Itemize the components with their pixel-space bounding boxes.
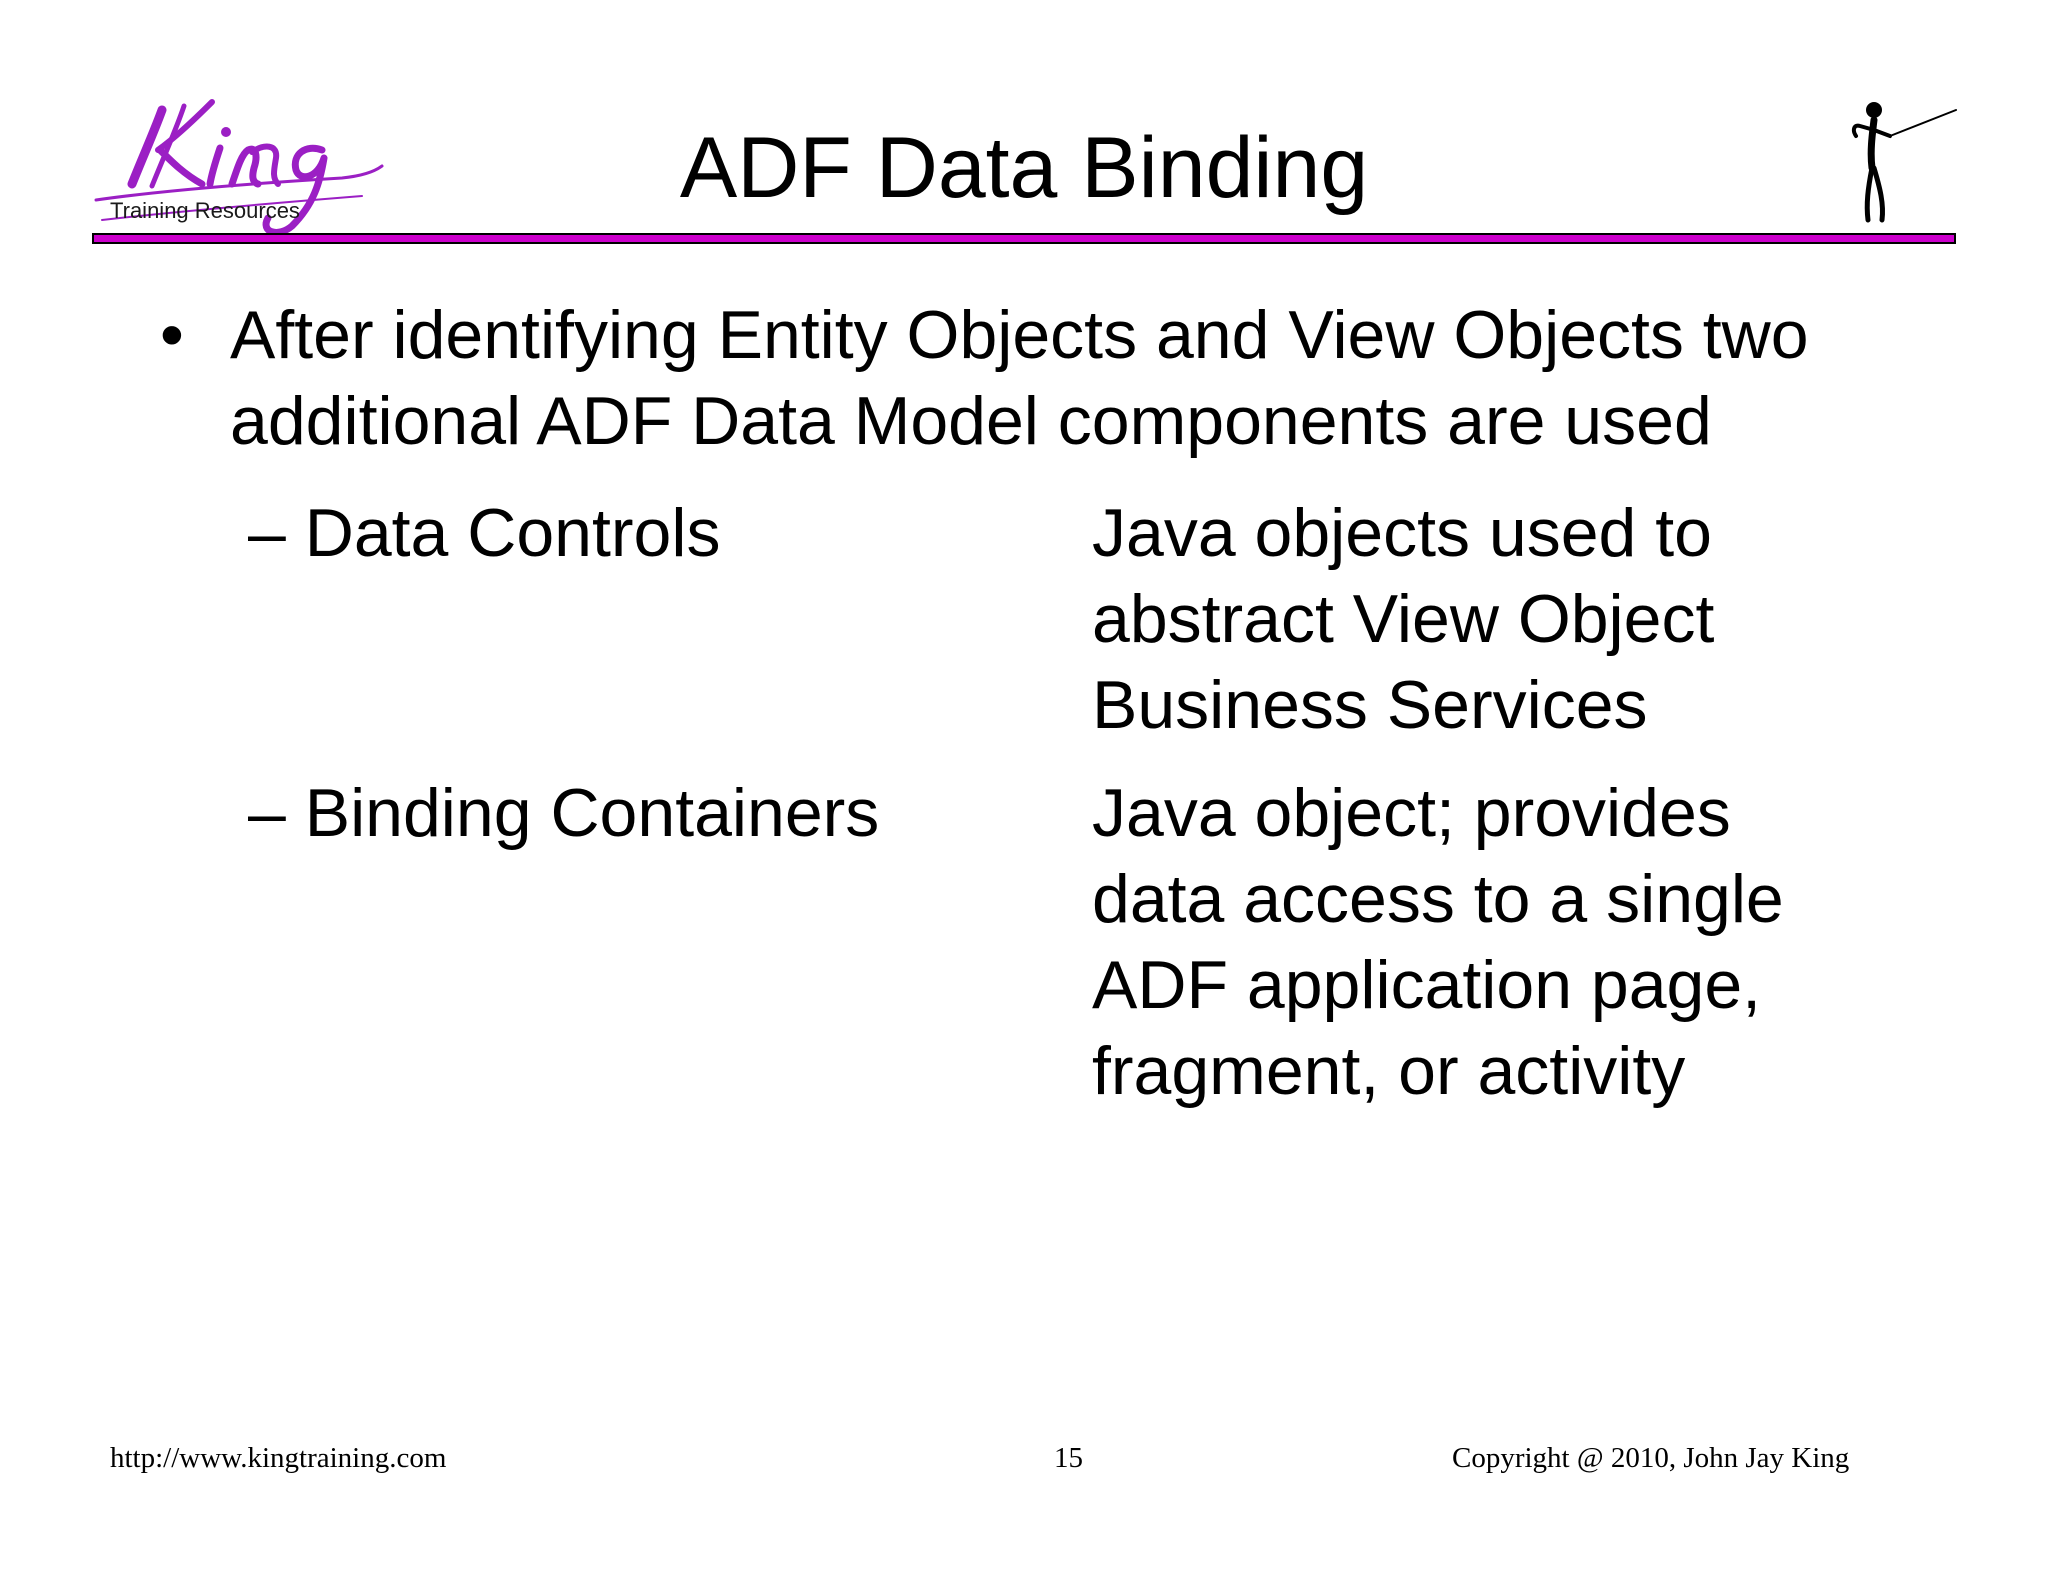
subitem-desc-binding-containers: Java object; provides data access to a single ADF application page, fragment, or activity	[1092, 775, 1784, 1109]
logo-tagline: Training Resources	[110, 198, 300, 223]
bullet-marker: •	[160, 297, 184, 373]
footer-page-number: 15	[1054, 1442, 1083, 1474]
subitem-desc-data-controls: Java objects used to abstract View Object Business Services	[1092, 495, 1715, 743]
subitem-term-binding-containers: – Binding Containers	[248, 775, 880, 851]
mascot	[1846, 96, 1966, 226]
pointer-stick-figure-icon	[1846, 96, 1966, 226]
title-divider	[92, 233, 1956, 244]
footer-url: http://www.kingtraining.com	[110, 1442, 447, 1474]
subitem-term-data-controls: – Data Controls	[248, 495, 721, 571]
slide-title: ADF Data Binding	[679, 120, 1369, 216]
footer-copyright: Copyright @ 2010, John Jay King	[1452, 1442, 1850, 1474]
bullet-text: After identifying Entity Objects and View Objects two additional ADF Data Model components are used	[230, 297, 1809, 459]
